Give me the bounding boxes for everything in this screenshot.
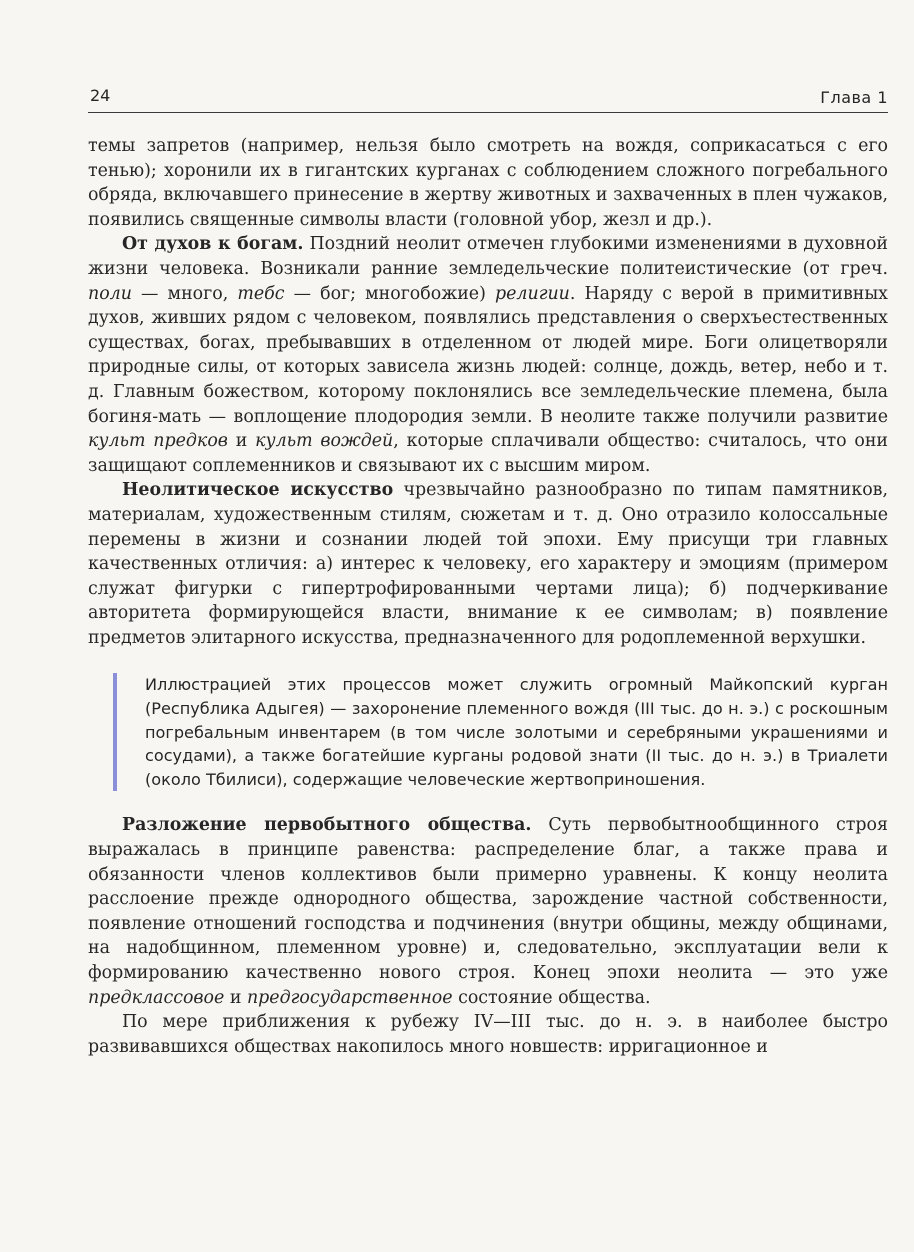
text-run: . Наряду с верой в примитивных духов, живших рядом с человеком, появлялись представления о сверхъестественных существах, богах, пребывавших в отделенном от людей мире. Боги олицетворяли природные силы, от которых зависела жизнь людей: солнце, дождь, ветер, небо и т. д. Главным божеством, которому поклонялись все земледельческие племена, была богиня-мать — воплощение плодородия земли. В неолите также получили развитие xyxy=(88,283,888,427)
paragraph xyxy=(88,813,888,1010)
text-run: , которые сплачивали общество: считалось, что они защищают соплеменников и связывают их с высшим миром. xyxy=(88,431,889,476)
paragraph xyxy=(88,232,888,478)
text-run: чрезвычайно разнообразно по типам памятников, материалам, художественным стилям, сюжетам и т. д. Оно отразило колоссальные перемены в жизни и сознании людей той эпохи. Ему присущи три главных качественных отличия: а) интерес к человеку, его характеру и эмоциям (примером служат фигурки с гипертрофированными чертами лица); б) подчеркивание авторитета формирующейся власти, внимание к ее символам; в) появление предметов элитарного искусства, предназначенного для родоплеменной верхушки. xyxy=(88,480,888,648)
paragraph xyxy=(88,478,888,650)
emphasis-term: предклассовое xyxy=(88,987,225,1008)
paragraphs-before-quote xyxy=(88,134,888,650)
paragraphs-after-quote xyxy=(88,813,888,1059)
emphasis-term: культ вождей xyxy=(255,431,394,452)
text-run: и xyxy=(224,987,247,1008)
text-run: Суть первобытнообщинного строя выражалась в принципе равенства: распределение благ, а также права и обязанности членов коллективов были примерно уравнены. К концу неолита расслоение прежде однородного общества, зарождение частной собственности, появление отношений господства и подчинения (внутри общины, между общинами, на надобщинном, племенном уровне) и, следовательно, эксплуатации вели к формированию качественно нового строя. Конец эпохи неолита — это уже xyxy=(88,815,888,983)
page-number: 24 xyxy=(90,86,111,105)
text-run: По мере приближения к рубежу IV—III тыс. до н. э. в наиболее быстро развивавшихся обществах накопилось много новшеств: ирригационное и xyxy=(88,1012,888,1057)
text-run: Поздний неолит отмечен глубокими изменениями в духовной жизни человека. Возникали ранние земледельческие политеистические (от греч. xyxy=(88,234,888,279)
text-run: состояние общества. xyxy=(452,987,651,1008)
running-header xyxy=(88,84,888,113)
chapter-title: Глава 1 xyxy=(820,88,888,107)
main-text xyxy=(88,134,888,1059)
emphasis-term: культ предков xyxy=(88,431,228,452)
section-heading: Неолитическое искусство xyxy=(122,480,394,501)
emphasis-term: тебс xyxy=(237,283,285,304)
paragraph xyxy=(88,1010,888,1059)
quote-text: Иллюстрацией этих процессов может служить огромный Майкопский курган (Республика Адыгея) — захоронение племенного вождя (III тыс. до н. э.) с роскошным погребальным инвентарем (в том числе золотыми и серебряными украшениями и сосудами), а также богатейшие курганы родовой знати (II тыс. до н. э.) в Триалети (около Тбилиси), содержащие человеческие жертвоприношения. xyxy=(145,675,888,789)
text-run: — много, xyxy=(131,283,238,304)
emphasis-term: религии xyxy=(495,283,570,304)
emphasis-term: поли xyxy=(88,283,132,304)
emphasis-term: предгосударственное xyxy=(246,987,453,1008)
paragraph xyxy=(88,134,888,232)
text-run: и xyxy=(227,431,256,452)
illustration-quote xyxy=(113,673,888,791)
section-heading: От духов к богам. xyxy=(122,234,304,255)
text-run: темы запретов (например, нельзя было смотреть на вождя, соприкасаться с его тенью); хоронили их в гигантских курганах с соблюдением сложного погребального обряда, включавшего принесение в жертву животных и захваченных в плен чужаков, появились священные символы власти (головной убор, жезл и др.). xyxy=(88,136,888,230)
section-heading: Разложение первобытного общества. xyxy=(122,815,532,836)
text-run: — бог; многобожие) xyxy=(284,283,495,304)
